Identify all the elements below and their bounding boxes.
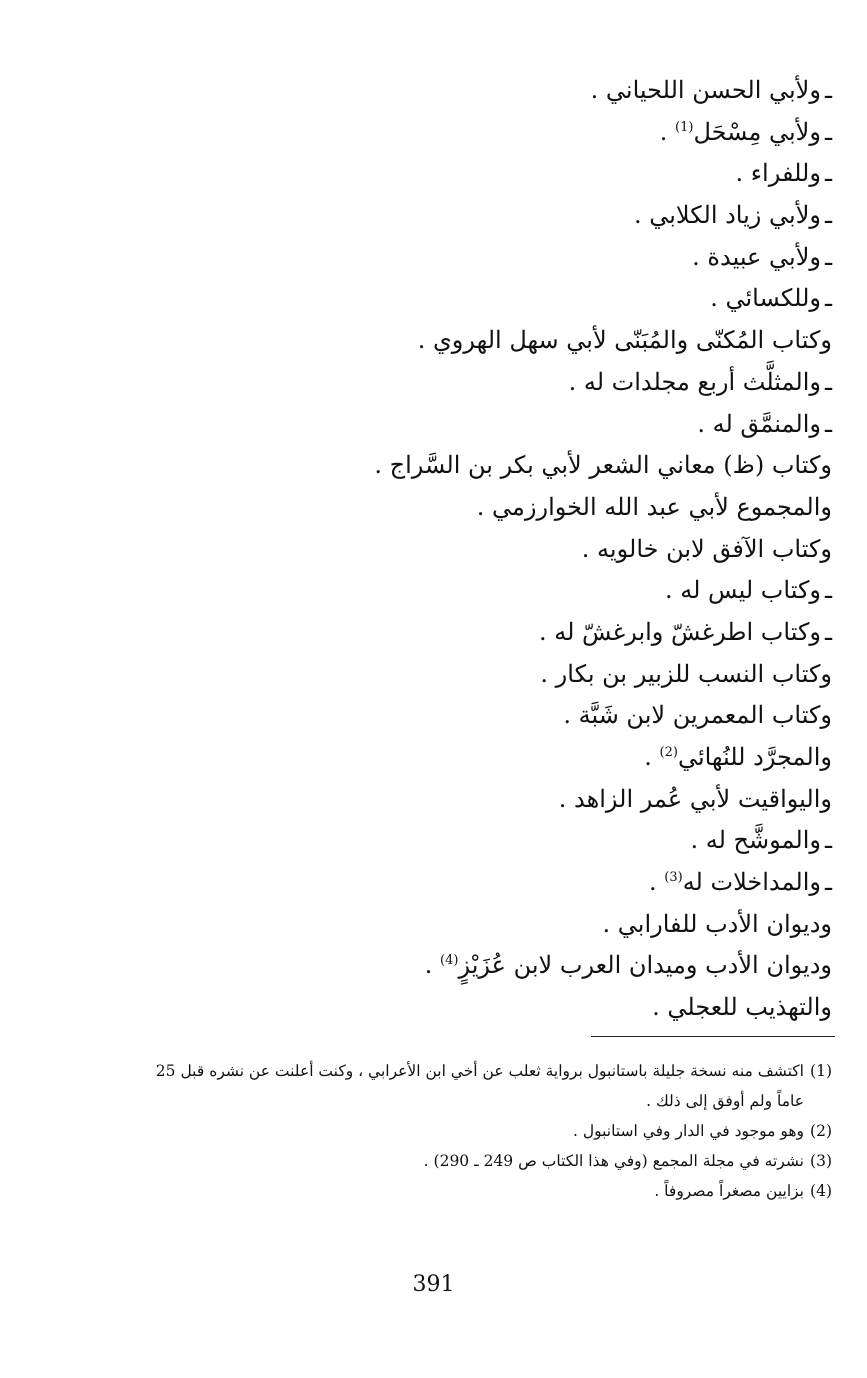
- list-item: ـوكتاب ليس له .: [664, 576, 832, 605]
- list-item: والمجرَّد للنُهائي$^{(2)}$ .: [644, 743, 832, 771]
- footnote-ref: (2): [659, 745, 678, 760]
- footnote-divider: [591, 1036, 835, 1037]
- footnote: (1)اكتشف منه نسخة جليلة باستانبول برواية ثعلب عن أخي ابن الأعرابي ، وكنت أعلنت عن نشره قبل 25 عاماً ولم أوفق إلى ذلك .: [72, 1056, 832, 1116]
- page-number: 391: [412, 1272, 455, 1297]
- footnote-ref: (1): [675, 119, 694, 135]
- footnote-number: (3): [810, 1152, 832, 1170]
- list-item: ـوكتاب اطرغشّ وابرغشّ له .: [538, 617, 832, 646]
- list-item: ـولأبي مِسْحَل$^{(1)}$ .: [659, 117, 832, 146]
- footnote: (2)وهو موجود في الدار وفي استانبول .: [72, 1116, 832, 1146]
- list-item: ـوالمداخلات له$^{(3)}$ .: [648, 868, 832, 897]
- list-item: والتهذيب للعجلي .: [652, 993, 832, 1022]
- footnote-ref: (4): [440, 953, 459, 969]
- list-item: وكتاب المعمرين لابن شَبَّة .: [563, 701, 832, 730]
- list-item: واليواقيت لأبي عُمر الزاهد .: [558, 784, 832, 813]
- list-item: ـولأبي زياد الكلابي .: [633, 201, 832, 230]
- list-item: والمجموع لأبي عبد الله الخوارزمي .: [476, 492, 832, 521]
- footnote: (4)بزايين مصغراً مصروفاً .: [72, 1176, 832, 1206]
- list-item: ـولأبي الحسن اللحياني .: [590, 76, 832, 104]
- list-item: وكتاب المُكنّى والمُبَنّى لأبي سهل الهروي .: [417, 326, 832, 355]
- list-item: ـوالمنمَّق له .: [697, 409, 832, 438]
- list-item: ـوللفراء .: [735, 159, 832, 188]
- footnote-number: (2): [810, 1122, 832, 1140]
- list-item: وديوان الأدب للفارابي .: [602, 909, 832, 938]
- footnote-number: (1): [810, 1062, 832, 1080]
- book-list: [312, 70, 832, 1029]
- footnotes: [72, 1056, 832, 1206]
- footnote-number: (4): [810, 1182, 832, 1200]
- footnote: (3)نشرته في مجلة المجمع (وفي هذا الكتاب ص 249 ـ 290) .: [72, 1146, 832, 1176]
- footnote-ref: (3): [664, 870, 683, 886]
- list-item: وكتاب النسب للزبير بن بكار .: [540, 659, 832, 688]
- list-item: وكتاب الآفق لابن خالويه .: [581, 534, 832, 563]
- list-item: ـولأبي عبيدة .: [692, 242, 832, 271]
- list-item: وديوان الأدب وميدان العرب لابن عُزَيْزٍ$^{(4)}$ .: [424, 951, 832, 980]
- list-item: ـوللكسائي .: [710, 284, 832, 313]
- list-item: ـوالمثلَّث أربع مجلدات له .: [568, 367, 832, 396]
- list-item: وكتاب (ظ) معاني الشعر لأبي بكر بن السَّراج .: [374, 451, 832, 480]
- list-item: ـوالموشَّح له .: [690, 826, 832, 855]
